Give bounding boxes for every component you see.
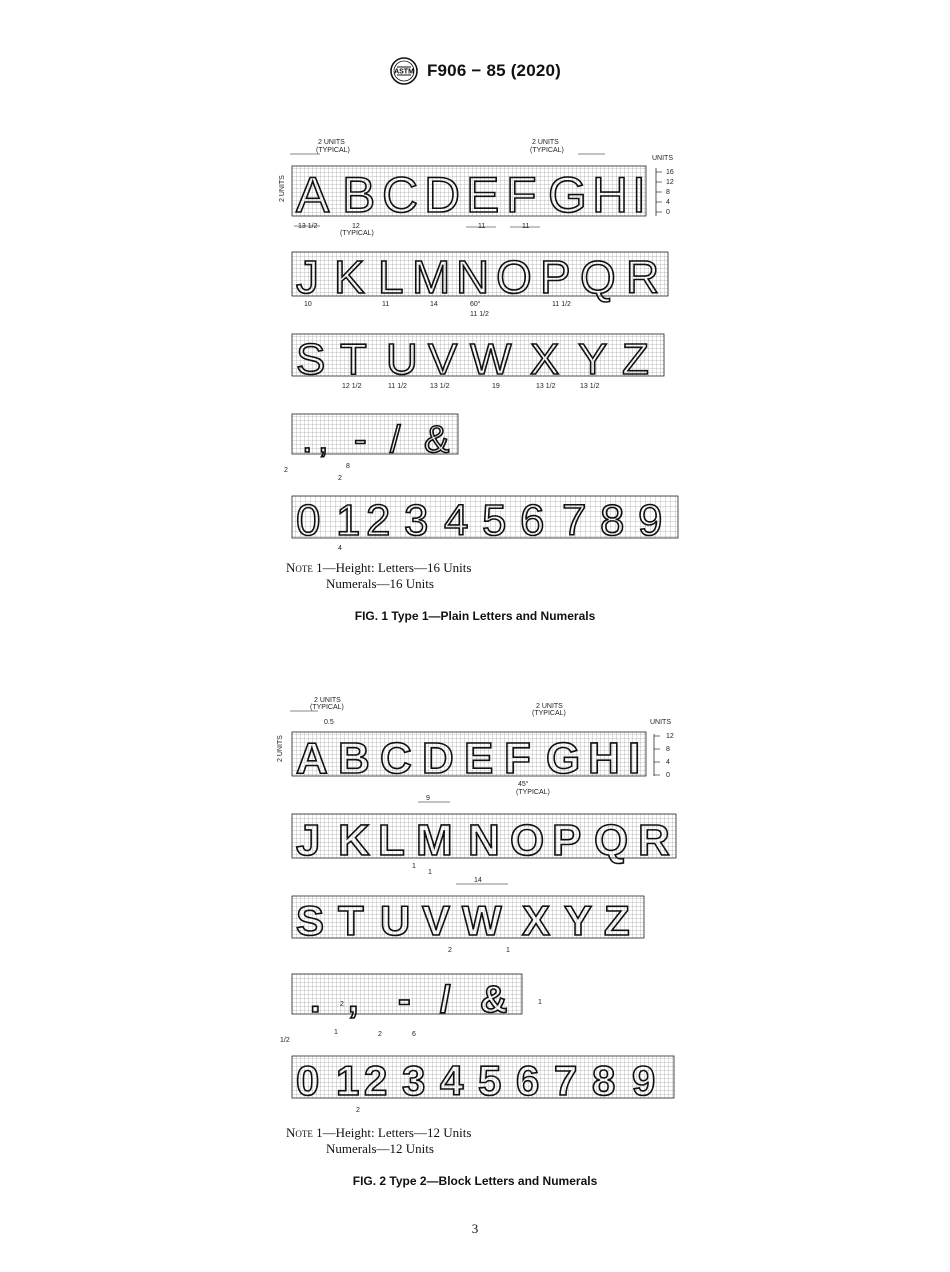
letter-m: M <box>412 251 451 303</box>
svg-text:12: 12 <box>352 223 360 230</box>
numeral-5: 5 <box>482 496 507 545</box>
letter-o: O <box>496 251 532 303</box>
svg-text:0: 0 <box>666 209 670 216</box>
fig2-row1-letters <box>296 734 640 783</box>
svg-text:2: 2 <box>378 1031 382 1038</box>
symbol-comma: , <box>348 979 359 1021</box>
numeral-5: 5 <box>478 1057 502 1104</box>
letter-z: Z <box>622 335 649 384</box>
letter-g: G <box>548 167 587 223</box>
letter-p: P <box>552 816 582 865</box>
numeral-3: 3 <box>404 496 429 545</box>
numeral-8: 8 <box>600 496 625 545</box>
note-line-2: Numerals—12 Units <box>326 1141 434 1156</box>
letter-j: J <box>296 251 319 303</box>
letter-k: K <box>334 251 365 303</box>
letter-j: J <box>296 816 321 865</box>
numeral-8: 8 <box>592 1057 616 1104</box>
svg-text:11 1/2: 11 1/2 <box>552 301 571 308</box>
figure-2-note <box>286 1125 471 1157</box>
svg-text:0: 0 <box>666 772 670 779</box>
letter-b: B <box>342 167 376 223</box>
letter-g: G <box>546 734 581 783</box>
numeral-2: 2 <box>364 1057 388 1104</box>
letter-a: A <box>296 167 330 223</box>
svg-text:8: 8 <box>346 463 350 470</box>
svg-text:1: 1 <box>538 999 542 1006</box>
numeral-0: 0 <box>296 496 321 545</box>
letter-s: S <box>296 897 325 944</box>
two-units-label: 2 UNITS <box>536 703 563 710</box>
letter-l: L <box>378 251 404 303</box>
svg-text:1: 1 <box>506 947 510 954</box>
letter-y: Y <box>564 897 593 944</box>
letter-d: D <box>424 167 461 223</box>
numeral-6: 6 <box>520 496 545 545</box>
letter-v: V <box>428 335 458 384</box>
letter-v: V <box>422 897 451 944</box>
numeral-6: 6 <box>516 1057 540 1104</box>
numeral-9: 9 <box>632 1057 656 1104</box>
svg-text:4: 4 <box>666 759 670 766</box>
svg-text:2: 2 <box>284 467 288 474</box>
svg-text:11 1/2: 11 1/2 <box>470 311 489 318</box>
svg-text:19: 19 <box>492 383 500 390</box>
symbol-hyphen: - <box>354 419 367 461</box>
numeral-0: 0 <box>296 1057 320 1104</box>
svg-text:11: 11 <box>382 301 390 308</box>
letter-u: U <box>380 897 411 944</box>
symbol-period: . <box>302 419 313 461</box>
fig2-row3-letters <box>296 897 630 944</box>
symbol-period: . <box>310 979 321 1021</box>
figure-2-plate <box>260 694 700 1118</box>
figure-1-plate <box>260 136 700 556</box>
numeral-4: 4 <box>444 496 469 545</box>
letter-u: U <box>386 335 418 384</box>
svg-text:11: 11 <box>478 223 486 230</box>
svg-text:16: 16 <box>666 169 674 176</box>
letter-i: I <box>628 734 641 783</box>
figure-2-caption: FIG. 2 Type 2—Block Letters and Numerals <box>352 1174 598 1188</box>
svg-text:1: 1 <box>334 1029 338 1036</box>
fig1-dims-row1 <box>294 223 540 237</box>
letter-o: O <box>510 816 545 865</box>
letter-t: T <box>338 897 364 944</box>
svg-text:2: 2 <box>338 475 342 482</box>
typical-label: (TYPICAL) <box>516 789 550 796</box>
letter-s: S <box>296 335 326 384</box>
typical-label: (TYPICAL) <box>310 704 344 711</box>
note-label: Note 1 <box>286 560 323 575</box>
svg-text:13 1/2: 13 1/2 <box>298 223 318 230</box>
fig2-row2-letters <box>296 816 670 865</box>
svg-text:11 1/2: 11 1/2 <box>388 383 407 390</box>
letter-c: C <box>380 734 412 783</box>
units-label: UNITS <box>652 155 673 162</box>
symbol-slash: / <box>390 419 401 461</box>
note-line-2: Numerals—16 Units <box>326 576 434 591</box>
units-label: UNITS <box>650 719 671 726</box>
svg-text:12: 12 <box>666 733 674 740</box>
letter-q: Q <box>594 816 629 865</box>
letter-k: K <box>338 816 370 865</box>
letter-w: W <box>470 335 512 384</box>
svg-text:(TYPICAL): (TYPICAL) <box>340 230 374 237</box>
letter-f: F <box>506 167 537 223</box>
svg-text:ASTM: ASTM <box>394 68 414 76</box>
symbol-slash: / <box>440 979 451 1021</box>
letter-r: R <box>638 816 670 865</box>
letter-n: N <box>468 816 500 865</box>
note-line-1: —Height: Letters—12 Units <box>322 1125 472 1140</box>
typical-label: (TYPICAL) <box>316 147 350 154</box>
svg-text:4: 4 <box>666 199 670 206</box>
svg-text:14: 14 <box>430 301 438 308</box>
svg-text:1/2: 1/2 <box>280 1037 290 1044</box>
svg-text:12 1/2: 12 1/2 <box>342 383 362 390</box>
two-units-side-label: 2 UNITS <box>277 735 284 762</box>
letter-a: A <box>296 734 328 783</box>
symbol-hyphen: - <box>398 979 411 1021</box>
letter-p: P <box>540 251 571 303</box>
symbol-ampersand: & <box>480 979 508 1021</box>
dim-9: 9 <box>426 795 430 802</box>
fig1-dims-row4 <box>284 463 350 482</box>
numeral-3: 3 <box>402 1057 426 1104</box>
letter-r: R <box>626 251 660 303</box>
fig1-row1-letters <box>296 167 646 223</box>
fig1-row3-letters <box>296 335 649 384</box>
letter-x: X <box>530 335 560 384</box>
svg-text:13 1/2: 13 1/2 <box>536 383 556 390</box>
two-units-label: 2 UNITS <box>532 139 559 146</box>
svg-text:60°: 60° <box>470 301 481 308</box>
fig1-row2-letters <box>296 251 659 303</box>
unit-scale <box>654 733 674 779</box>
letter-f: F <box>504 734 531 783</box>
letter-b: B <box>338 734 370 783</box>
numeral-4: 4 <box>440 1057 464 1104</box>
numeral-7: 7 <box>554 1057 578 1104</box>
letter-x: X <box>522 897 551 944</box>
letter-y: Y <box>578 335 608 384</box>
note-line-1: —Height: Letters—16 Units <box>322 560 472 575</box>
half-unit-label: 0.5 <box>324 719 334 726</box>
two-units-label: 2 UNITS <box>318 139 345 146</box>
svg-text:12: 12 <box>666 179 674 186</box>
unit-scale <box>656 168 674 216</box>
letter-i: I <box>632 167 646 223</box>
typical-label: (TYPICAL) <box>532 710 566 717</box>
page-number: 3 <box>471 1221 479 1236</box>
svg-text:2: 2 <box>340 1001 344 1008</box>
letter-h: H <box>592 167 629 223</box>
letter-e: E <box>464 734 494 783</box>
letter-n: N <box>456 251 490 303</box>
letter-c: C <box>382 167 419 223</box>
svg-text:1: 1 <box>412 863 416 870</box>
dim-14: 14 <box>474 877 482 884</box>
symbol-comma: , <box>318 419 329 461</box>
numeral-1: 1 <box>336 1057 360 1104</box>
svg-text:2: 2 <box>448 947 452 954</box>
letter-w: W <box>462 897 502 944</box>
numeral-2: 2 <box>366 496 391 545</box>
two-units-label: 2 UNITS <box>314 697 341 704</box>
fig1-dim-row5: 4 <box>338 545 342 552</box>
figure-1-note <box>286 560 471 592</box>
letter-t: T <box>340 335 367 384</box>
letter-l: L <box>378 816 405 865</box>
numeral-7: 7 <box>562 496 587 545</box>
svg-text:8: 8 <box>666 746 670 753</box>
letter-d: D <box>422 734 454 783</box>
letter-h: H <box>588 734 620 783</box>
figure-1-caption: FIG. 1 Type 1—Plain Letters and Numerals <box>354 609 596 623</box>
svg-text:8: 8 <box>666 189 670 196</box>
fig2-dim-row5: 2 <box>356 1107 360 1114</box>
svg-text:13 1/2: 13 1/2 <box>430 383 450 390</box>
svg-text:10: 10 <box>304 301 312 308</box>
numeral-1: 1 <box>336 496 361 545</box>
letter-z: Z <box>604 897 630 944</box>
letter-e: E <box>466 167 500 223</box>
fig1-dims-row3 <box>342 383 600 390</box>
numeral-9: 9 <box>638 496 663 545</box>
svg-text:6: 6 <box>412 1031 416 1038</box>
svg-text:13 1/2: 13 1/2 <box>580 383 600 390</box>
two-units-side-label: 2 UNITS <box>279 175 286 202</box>
symbol-ampersand: & <box>424 419 450 461</box>
svg-text:1: 1 <box>428 869 432 876</box>
svg-text:11: 11 <box>522 223 530 230</box>
document-designation: F906 − 85 (2020) <box>426 61 562 80</box>
letter-q: Q <box>580 251 616 303</box>
letter-m: M <box>416 816 453 865</box>
note-label: Note 1 <box>286 1125 323 1140</box>
astm-logo-icon <box>389 56 419 86</box>
page-header <box>0 56 950 91</box>
typical-label: (TYPICAL) <box>530 147 564 154</box>
angle-label: 45° <box>518 781 529 788</box>
